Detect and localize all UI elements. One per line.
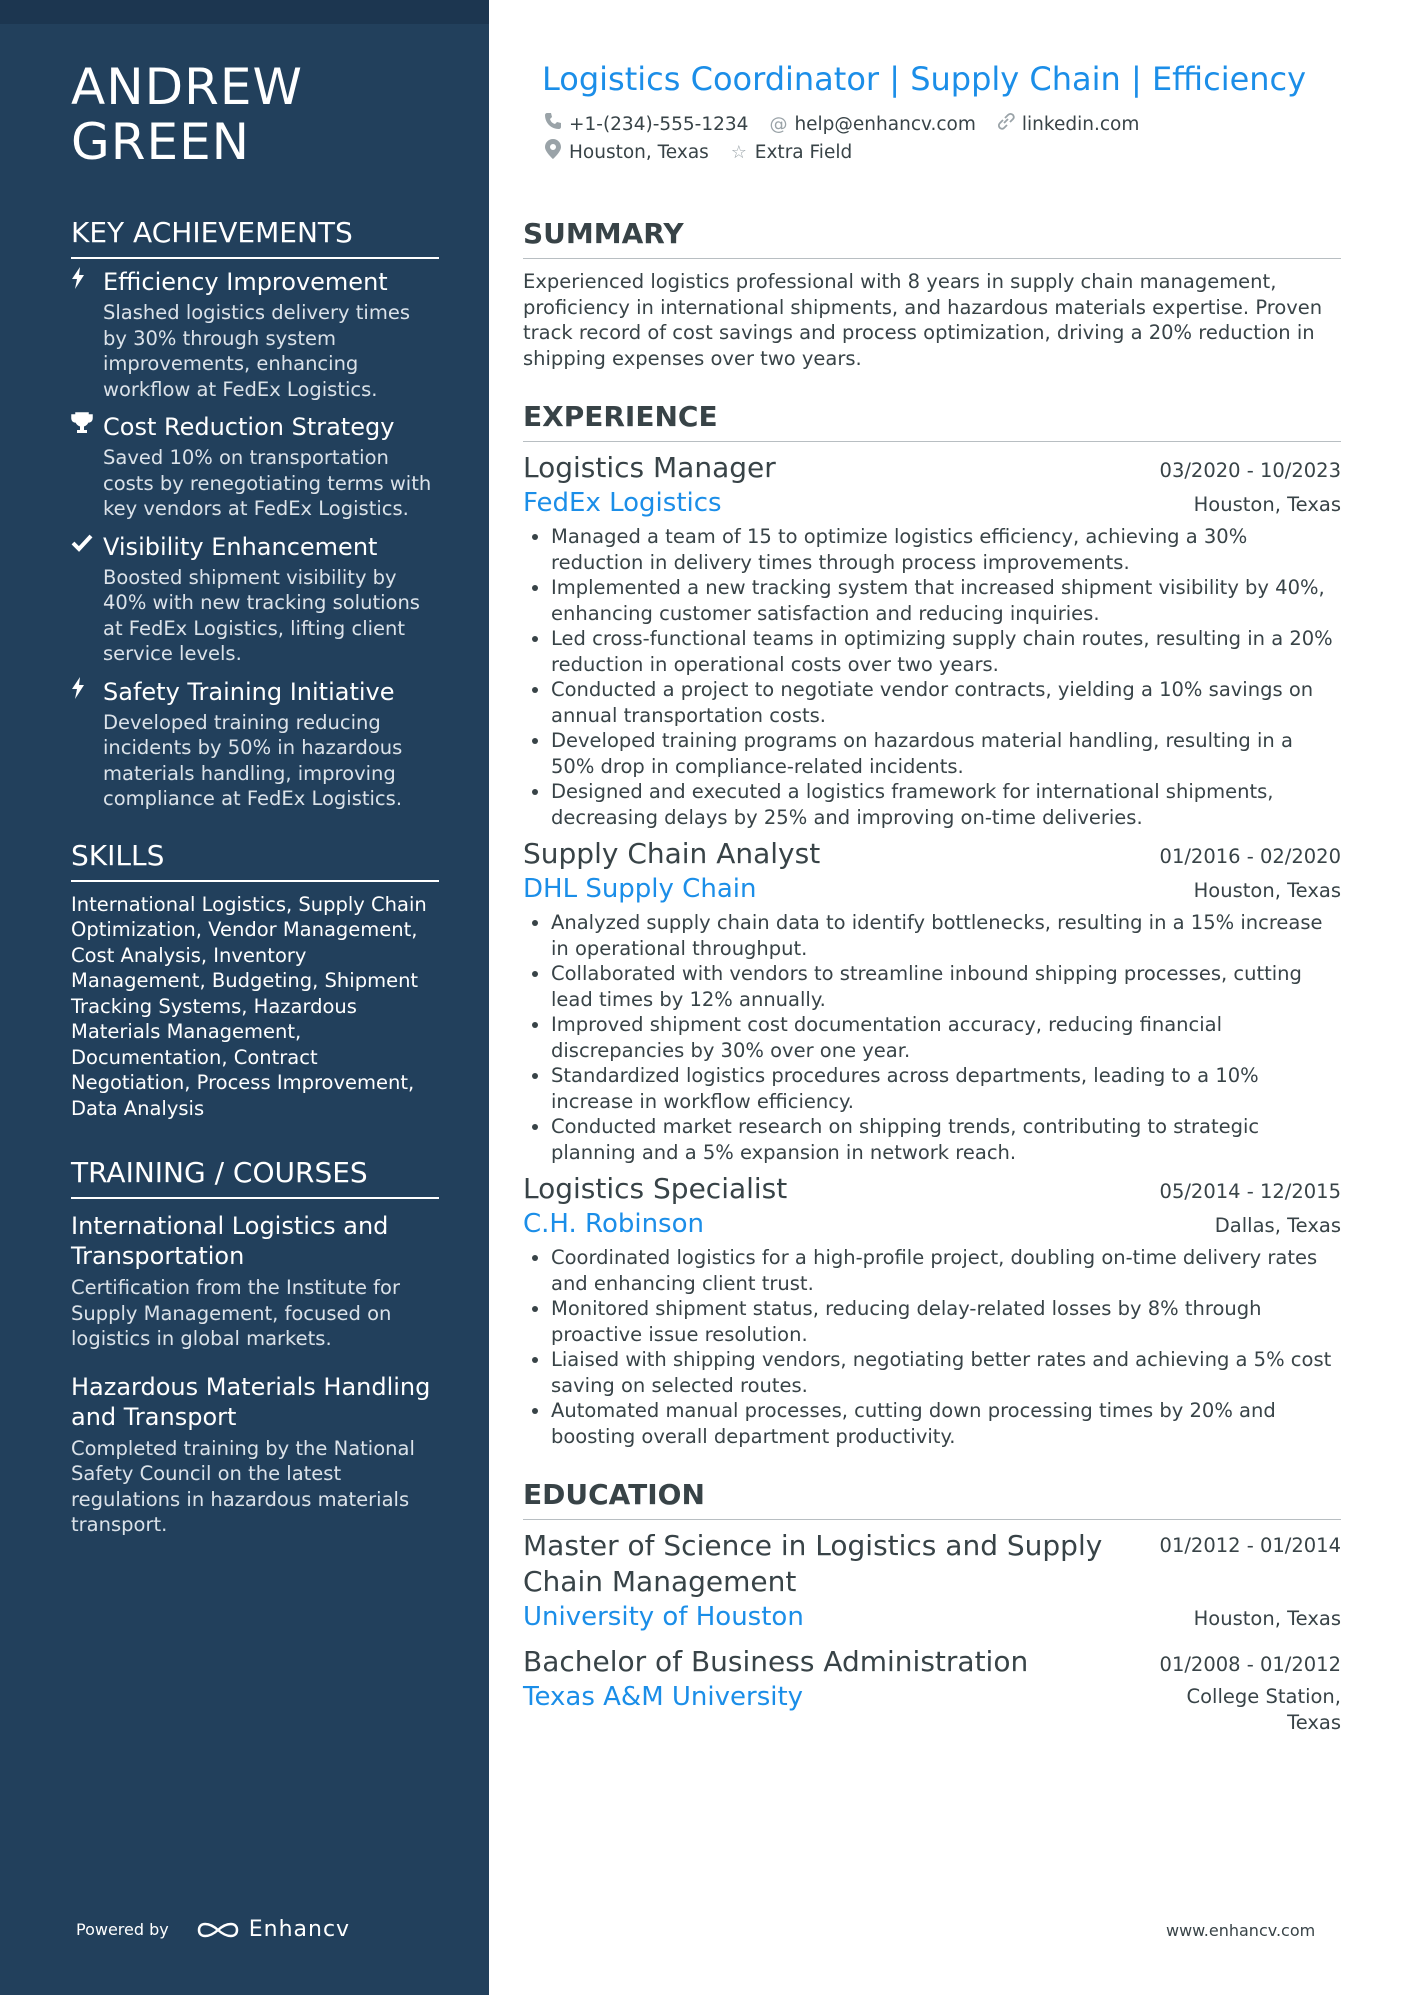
summary-text: Experienced logistics professional with 8 years in supply chain management, proficiency in international shipments, and hazardous materials expertise. Proven track record of cost savings and process optimization, driving a 20% reduction in shipping expenses over two years.: [523, 270, 1323, 370]
candidate-name: [71, 60, 439, 170]
achievement-item: [71, 412, 439, 522]
check-icon: [71, 532, 103, 667]
job-title: Supply Chain Analyst: [523, 837, 821, 870]
degree-title: Bachelor of Business Administration: [523, 1645, 1029, 1678]
achievement-title: Safety Training Initiative: [103, 677, 395, 706]
brand-name: Enhancv: [248, 1917, 351, 1942]
job-location: Houston, Texas: [1193, 493, 1341, 516]
achievement-item: [71, 267, 439, 402]
achievement-title: Efficiency Improvement: [103, 268, 388, 296]
contact-email[interactable]: [768, 112, 975, 138]
powered-by-label: Powered by: [76, 1920, 169, 1939]
sidebar: [0, 0, 489, 1995]
bullet-item: • Standardized logistics procedures across departments, leading to a 10% increase in workflow efficiency.: [551, 1063, 1341, 1114]
link-icon: [996, 112, 1016, 138]
phone-icon: [543, 112, 563, 138]
bullet-item: • Designed and executed a logistics framework for international shipments, decreasing delays by 25% and improving on-time deliveries.: [551, 779, 1341, 830]
education-dates: 01/2012 - 01/2014: [1159, 1534, 1341, 1557]
education-entry: [523, 1528, 1341, 1634]
company-name[interactable]: C.H. Robinson: [523, 1209, 704, 1239]
at-icon: @: [769, 114, 788, 135]
extra-text: Extra Field: [754, 142, 853, 163]
education-section: [523, 1477, 1341, 1735]
job-title: Logistics Specialist: [523, 1172, 788, 1205]
bullet-item: • Automated manual processes, cutting down processing times by 20% and boosting overall department productivity.: [551, 1398, 1341, 1449]
job-bullets: [523, 1245, 1341, 1449]
job-location: Houston, Texas: [1193, 879, 1341, 902]
skills-list: International Logistics, Supply Chain Optimization, Vendor Management, Cost Analysis, Inventory Management, Budgeting, Shipment Tracking Systems, Hazardous Materials Management, Documentation, Contract Negotiation, Process Improvement, Data Analysis: [71, 892, 427, 1120]
education-location: Houston, Texas: [1193, 1607, 1341, 1630]
job-entry: [523, 836, 1341, 1165]
course-desc: Certification from the Institute for Supply Management, focused on logistics in global markets.: [71, 1276, 400, 1350]
job-bullets: [523, 910, 1341, 1165]
bullet-item: • Managed a team of 15 to optimize logistics efficiency, achieving a 30% reduction in delivery times through process improvements.: [551, 524, 1341, 575]
location-text: Houston, Texas: [569, 142, 709, 163]
achievement-item: [71, 677, 439, 812]
achievement-title: Visibility Enhancement: [103, 532, 378, 561]
job-title: Logistics Manager: [523, 451, 776, 484]
course-title: Hazardous Materials Handling and Transport: [71, 1372, 431, 1431]
experience-heading: EXPERIENCE: [523, 399, 1341, 442]
location-pin-icon: [543, 139, 563, 167]
achievements-section: [71, 215, 439, 812]
phone-text: +1-(234)-555-1234: [569, 114, 749, 135]
contact-location: [543, 139, 709, 167]
contact-row-2: [543, 139, 852, 167]
training-section: [71, 1155, 439, 1538]
achievement-title: Cost Reduction Strategy: [103, 413, 395, 441]
bullet-item: • Improved shipment cost documentation accuracy, reducing financial discrepancies by 30% over one year.: [551, 1012, 1341, 1063]
lightning-icon: [71, 677, 103, 812]
bullet-item: • Collaborated with vendors to streamline inbound shipping processes, cutting lead times by 12% annually.: [551, 961, 1341, 1012]
contact-row-1: [543, 112, 1139, 138]
bullet-item: • Conducted a project to negotiate vendor contracts, yielding a 10% savings on annual transportation costs.: [551, 677, 1341, 728]
name-first: ANDREW: [71, 58, 303, 116]
education-entry: [523, 1644, 1341, 1735]
enhancv-logo-icon: [195, 1918, 241, 1942]
summary-heading: SUMMARY: [523, 216, 1341, 259]
achievements-heading: KEY ACHIEVEMENTS: [71, 215, 439, 259]
company-name[interactable]: FedEx Logistics: [523, 488, 722, 518]
bullet-item: • Analyzed supply chain data to identify bottlenecks, resulting in a 15% increase in operational throughput.: [551, 910, 1341, 961]
training-heading: TRAINING / COURSES: [71, 1155, 439, 1199]
contact-phone[interactable]: [543, 112, 748, 138]
footer-url[interactable]: www.enhancv.com: [1166, 1921, 1316, 1940]
email-text: help@enhancv.com: [794, 114, 976, 135]
contact-linkedin[interactable]: [996, 112, 1139, 138]
achievement-desc: Boosted shipment visibility by 40% with new tracking solutions at FedEx Logistics, lifting client service levels.: [103, 565, 420, 665]
skills-section: [71, 838, 439, 1122]
powered-by: [76, 1917, 350, 1942]
name-last: GREEN: [71, 113, 251, 171]
school-name[interactable]: University of Houston: [523, 1602, 804, 1632]
job-location: Dallas, Texas: [1214, 1214, 1341, 1237]
bullet-item: • Conducted market research on shipping trends, contributing to strategic planning and a 5% expansion in network reach.: [551, 1114, 1341, 1165]
headline: Logistics Coordinator | Supply Chain | Efficiency: [542, 60, 1307, 98]
job-dates: 05/2014 - 12/2015: [1159, 1180, 1341, 1203]
bullet-item: • Developed training programs on hazardous material handling, resulting in a 50% drop in compliance-related incidents.: [551, 728, 1341, 779]
bullet-item: • Liaised with shipping vendors, negotiating better rates and achieving a 5% cost saving on selected routes.: [551, 1347, 1341, 1398]
job-entry: [523, 450, 1341, 830]
achievement-desc: Developed training reducing incidents by 50% in hazardous materials handling, improving compliance at FedEx Logistics.: [103, 710, 403, 810]
job-bullets: [523, 524, 1341, 830]
education-heading: EDUCATION: [523, 1477, 1341, 1520]
education-dates: 01/2008 - 01/2012: [1159, 1653, 1341, 1676]
contact-extra: [729, 139, 852, 167]
enhancv-logo[interactable]: [195, 1917, 350, 1942]
linkedin-text: linkedin.com: [1021, 114, 1140, 135]
experience-section: [523, 399, 1341, 1449]
bullet-item: • Monitored shipment status, reducing delay-related losses by 8% through proactive issue resolution.: [551, 1296, 1341, 1347]
achievement-item: [71, 532, 439, 667]
degree-title: Master of Science in Logistics and Supply Chain Management: [523, 1529, 1103, 1598]
course-title: International Logistics and Transportation: [71, 1212, 389, 1270]
skills-heading: SKILLS: [71, 838, 439, 882]
star-icon: ☆: [730, 142, 747, 163]
summary-section: [523, 216, 1341, 371]
bullet-item: • Coordinated logistics for a high-profile project, doubling on-time delivery rates and enhancing client trust.: [551, 1245, 1341, 1296]
bullet-item: • Implemented a new tracking system that increased shipment visibility by 40%, enhancing customer satisfaction and reducing inquiries.: [551, 575, 1341, 626]
job-entry: [523, 1171, 1341, 1449]
education-location: College Station, Texas: [1186, 1685, 1341, 1734]
school-name[interactable]: Texas A&M University: [523, 1682, 804, 1712]
trophy-icon: [71, 412, 103, 522]
main-content: [523, 216, 1341, 1735]
company-name[interactable]: DHL Supply Chain: [523, 874, 757, 904]
sidebar-top-bar: [0, 0, 489, 24]
course-desc: Completed training by the National Safety Council on the latest regulations in hazardous materials transport.: [71, 1436, 415, 1536]
job-dates: 03/2020 - 10/2023: [1159, 459, 1341, 482]
achievement-desc: Slashed logistics delivery times by 30% through system improvements, enhancing workflow at FedEx Logistics.: [103, 301, 411, 401]
bullet-item: • Led cross-functional teams in optimizing supply chain routes, resulting in a 20% reduction in operational costs over two years.: [551, 626, 1341, 677]
lightning-icon: [71, 267, 103, 402]
job-dates: 01/2016 - 02/2020: [1159, 845, 1341, 868]
achievement-desc: Saved 10% on transportation costs by renegotiating terms with key vendors at FedEx Logistics.: [103, 446, 432, 520]
